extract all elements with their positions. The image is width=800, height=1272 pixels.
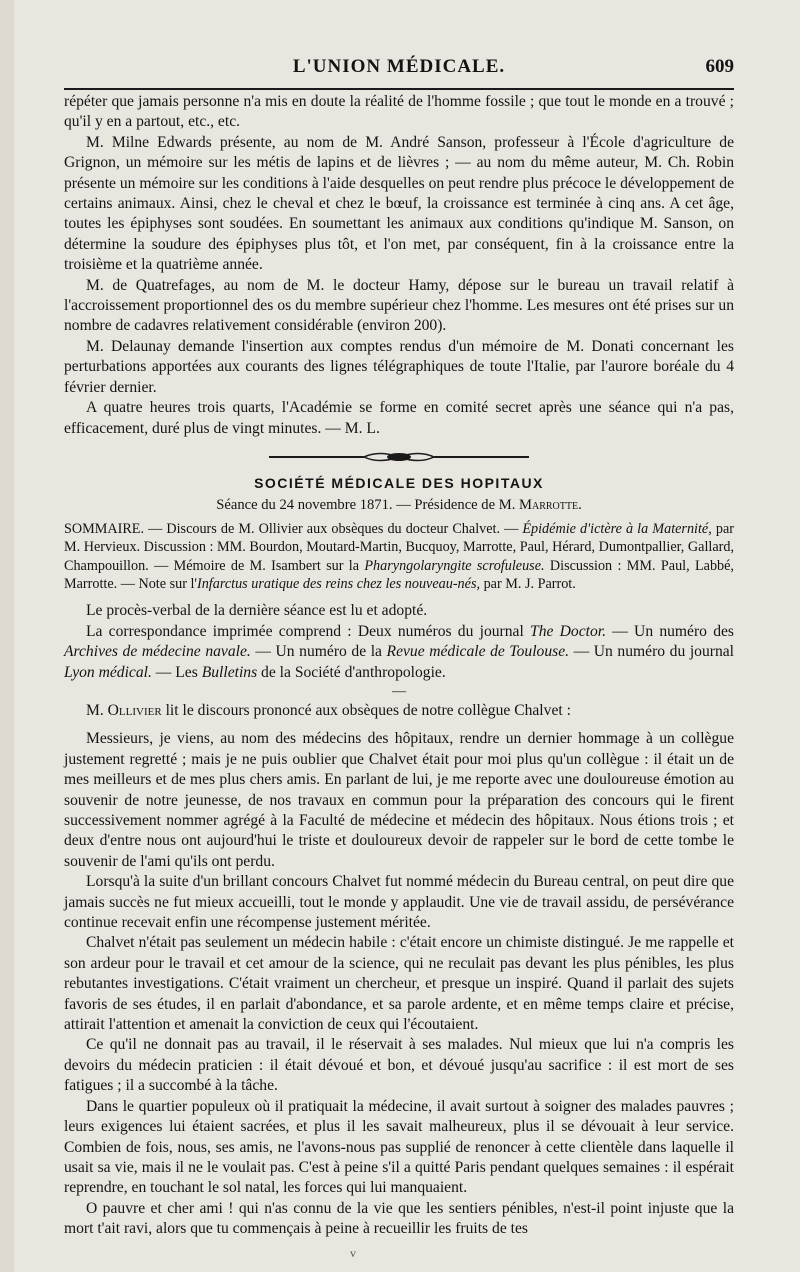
sommaire — [64, 520, 734, 594]
proces-verbal: Le procès-verbal de la dernière séance est lu et adopté. — [86, 602, 428, 620]
page — [14, 0, 800, 1272]
seance-line — [64, 495, 734, 515]
italic-run: Archives de médecine navale. — [64, 643, 251, 661]
sommaire-text: — Discours de M. Ollivier aux obsèques du docteur Chalvet. — — [144, 520, 523, 537]
text-run: — Un numéro du journal — [569, 643, 734, 661]
paragraph: répéter que jamais personne n'a mis en doute la réalité de l'homme fossile ; que tout le monde en a trouvé ; qu'il y en a partout, etc., etc. — [64, 93, 734, 131]
paragraph: M. Milne Edwards présente, au nom de M. André Sanson, professeur à l'École d'agriculture de Grignon, un mémoire sur les métis de lapins et de lièvres ; — au nom du même auteur, M. Ch. Robin présente un mémoire sur les conditions à l'aide desquelles on peut rendre plus précoce le développement de certains animaux. Ainsi, chez le cheval et chez le bœuf, la croissance est terminée à cinq ans. A cet âge, toutes les épiphyses sont soudées. En soumettant les animaux aux conditions qu'indique M. Sanson, on détermine la soudure des épiphyses plus tôt, et l'on met, par conséquent, fin à la croissance entre la troisième et la quatrième année. — [64, 133, 734, 274]
speech-paragraph: Messieurs, je viens, au nom des médecins des hôpitaux, rendre un dernier hommage à un collègue justement regretté ; mais je ne puis oublier que Chalvet était pour moi plus qu'un collègue : il était un de mes meilleurs et de mes plus chers amis. En parlant de lui, je me reporte avec une douloureuse émotion au souvenir de notre jeunesse, de nos travaux en commun pour la préparation des concours qui le firent successivement nommer agrégé à la Faculté de médecine et médecin des hôpitaux. Nous étions trois ; et deux d'entre nous ont aujourd'hui le triste et douloureux devoir de rappeler sur le bord de cette tombe le souvenir de l'ami qu'ils ont perdu. — [64, 730, 734, 870]
paragraph: M. Delaunay demande l'insertion aux comptes rendus d'un mémoire de M. Donati concernant les perturbations apportées aux courants des lignes télégraphiques de toute l'Italie, par l'aurore boréale du 4 février dernier. — [64, 337, 734, 396]
speech-paragraph: Chalvet n'était pas seulement un médecin habile : c'était encore un chimiste distingué. Je me rappelle et son ardeur pour le travail et cet amour de la science, qui ne reculait pas devant les plus pénibles, les plus rebutantes investigations. C'était vraiment un chercheur, et presque un inspiré. Quand il parlait des sujets favoris de ses études, il en parlait d'abondance, et sa parole ardente, et en même temps claire et précise, attirait l'attention et amenait la conviction de ceux qui l'écoutaient. — [64, 934, 734, 1034]
sommaire-text: par M. J. Parrot. — [480, 575, 576, 592]
sommaire-italic: Épidémie d'ictère à la Maternité, — [522, 520, 712, 537]
text-run: de la Société d'anthropologie. — [257, 663, 446, 681]
sommaire-text: par M. Hervieux. Discussion : MM. Bourdon, Moutard-Martin, Bucquoy, Marrotte, Paul, Hérard, Dumontpallier, Gallard, Champouillon. — Mémoire de M. Isambert sur la — [64, 520, 734, 574]
speech-paragraph: Ce qu'il ne donnait pas au travail, il le réservait à ses malades. Nul mieux que lui n'a compris les devoirs du médecin praticien : il était dévoué et bon, et dévoué jusqu'au sacrifice : il est mort de ses fatigues ; il a succombé à la tâche. — [64, 1036, 734, 1095]
text-column — [64, 92, 734, 1240]
text-run: — Un numéro de la — [250, 643, 387, 661]
section-ornament — [64, 447, 734, 467]
text-run: M. — [86, 701, 108, 719]
separator-dash: — — [392, 683, 406, 699]
sommaire-label: SOMMAIRE. — [64, 520, 145, 537]
text-run: lit le discours prononcé aux obsèques de notre collègue Chalvet : — [161, 701, 571, 719]
speech-paragraph: O pauvre et cher ami ! qui n'as connu de la vie que les sentiers pénibles, n'est-il point injuste que la mort t'ait ravi, alors que tu commençais à peine à recueillir les fruits de tes — [64, 1199, 734, 1238]
text-run: — Les — [151, 663, 202, 681]
sommaire-italic: Pharyngolaryngite scrofuleuse. — [364, 557, 545, 574]
text-run: La correspondance imprimée comprend : Deux numéros du journal — [86, 622, 531, 640]
italic-run: Revue médicale de Toulouse. — [386, 643, 570, 661]
page-number: 609 — [705, 56, 734, 77]
sommaire-italic: Infarctus uratique des reins chez les nouveau-nés, — [196, 575, 481, 592]
header-rule — [64, 88, 734, 90]
paragraph: M. de Quatrefages, au nom de M. le docteur Hamy, dépose sur le bureau un travail relatif à l'accroissement proportionnel des os du membre supérieur chez l'homme. Les mesures ont été prises sur un nombre de cadavres relativement considérable (environ 200). — [64, 276, 734, 335]
ollivier-intro — [64, 701, 734, 721]
speech-paragraph: Dans le quartier populeux où il pratiquait la médecine, il avait surtout à soigner des malades pauvres ; leurs exigences lui étaient sacrées, et plus il les savait malheureux, plus il se dévouait à leur service. Combien de fois, nous, ses amis, ne l'avons-nous pas supplié de renoncer à cette clientèle dans laquelle il usait sa vie, mais il ne le voulait pas. C'est à peine s'il a quitté Paris pendant quelques semaines : il espérait reprendre, en touchant le sol natal, les forces qui lui manquaient. — [64, 1097, 734, 1197]
paragraph: A quatre heures trois quarts, l'Académie se forme en comité secret après une séance qui n'a pas, efficacement, duré plus de vingt minutes. — M. L. — [64, 399, 734, 437]
italic-run: Bulletins — [201, 663, 258, 681]
sommaire-text: Discussion : MM. Paul, Labbé, Marrotte. — Note sur l' — [64, 557, 734, 592]
president-name: Marrotte. — [519, 497, 582, 514]
speech-paragraph: Lorsqu'à la suite d'un brillant concours Chalvet fut nommé médecin du Bureau central, on peut dire que jamais succès ne fut mieux accueilli, tout le monde y applaudit. Une vie de travail assidu, de persévérance continue recevait enfin une récompense justement méritée. — [64, 873, 734, 932]
seance-text: Séance du 24 novembre 1871. — Présidence de M. — [216, 497, 519, 514]
italic-run: The Doctor. — [530, 622, 606, 640]
journal-title: L'UNION MÉDICALE. — [292, 56, 506, 77]
correspondance — [64, 622, 734, 683]
running-header — [64, 52, 734, 84]
speaker-name: Ollivier — [107, 701, 162, 719]
society-title: SOCIÉTÉ MÉDICALE DES HOPITAUX — [254, 474, 544, 491]
italic-run: Lyon médical. — [64, 663, 152, 681]
text-run: — Un numéro des — [606, 622, 734, 640]
printer-mark: v — [350, 1246, 356, 1260]
ornament-rule-icon — [269, 449, 529, 465]
